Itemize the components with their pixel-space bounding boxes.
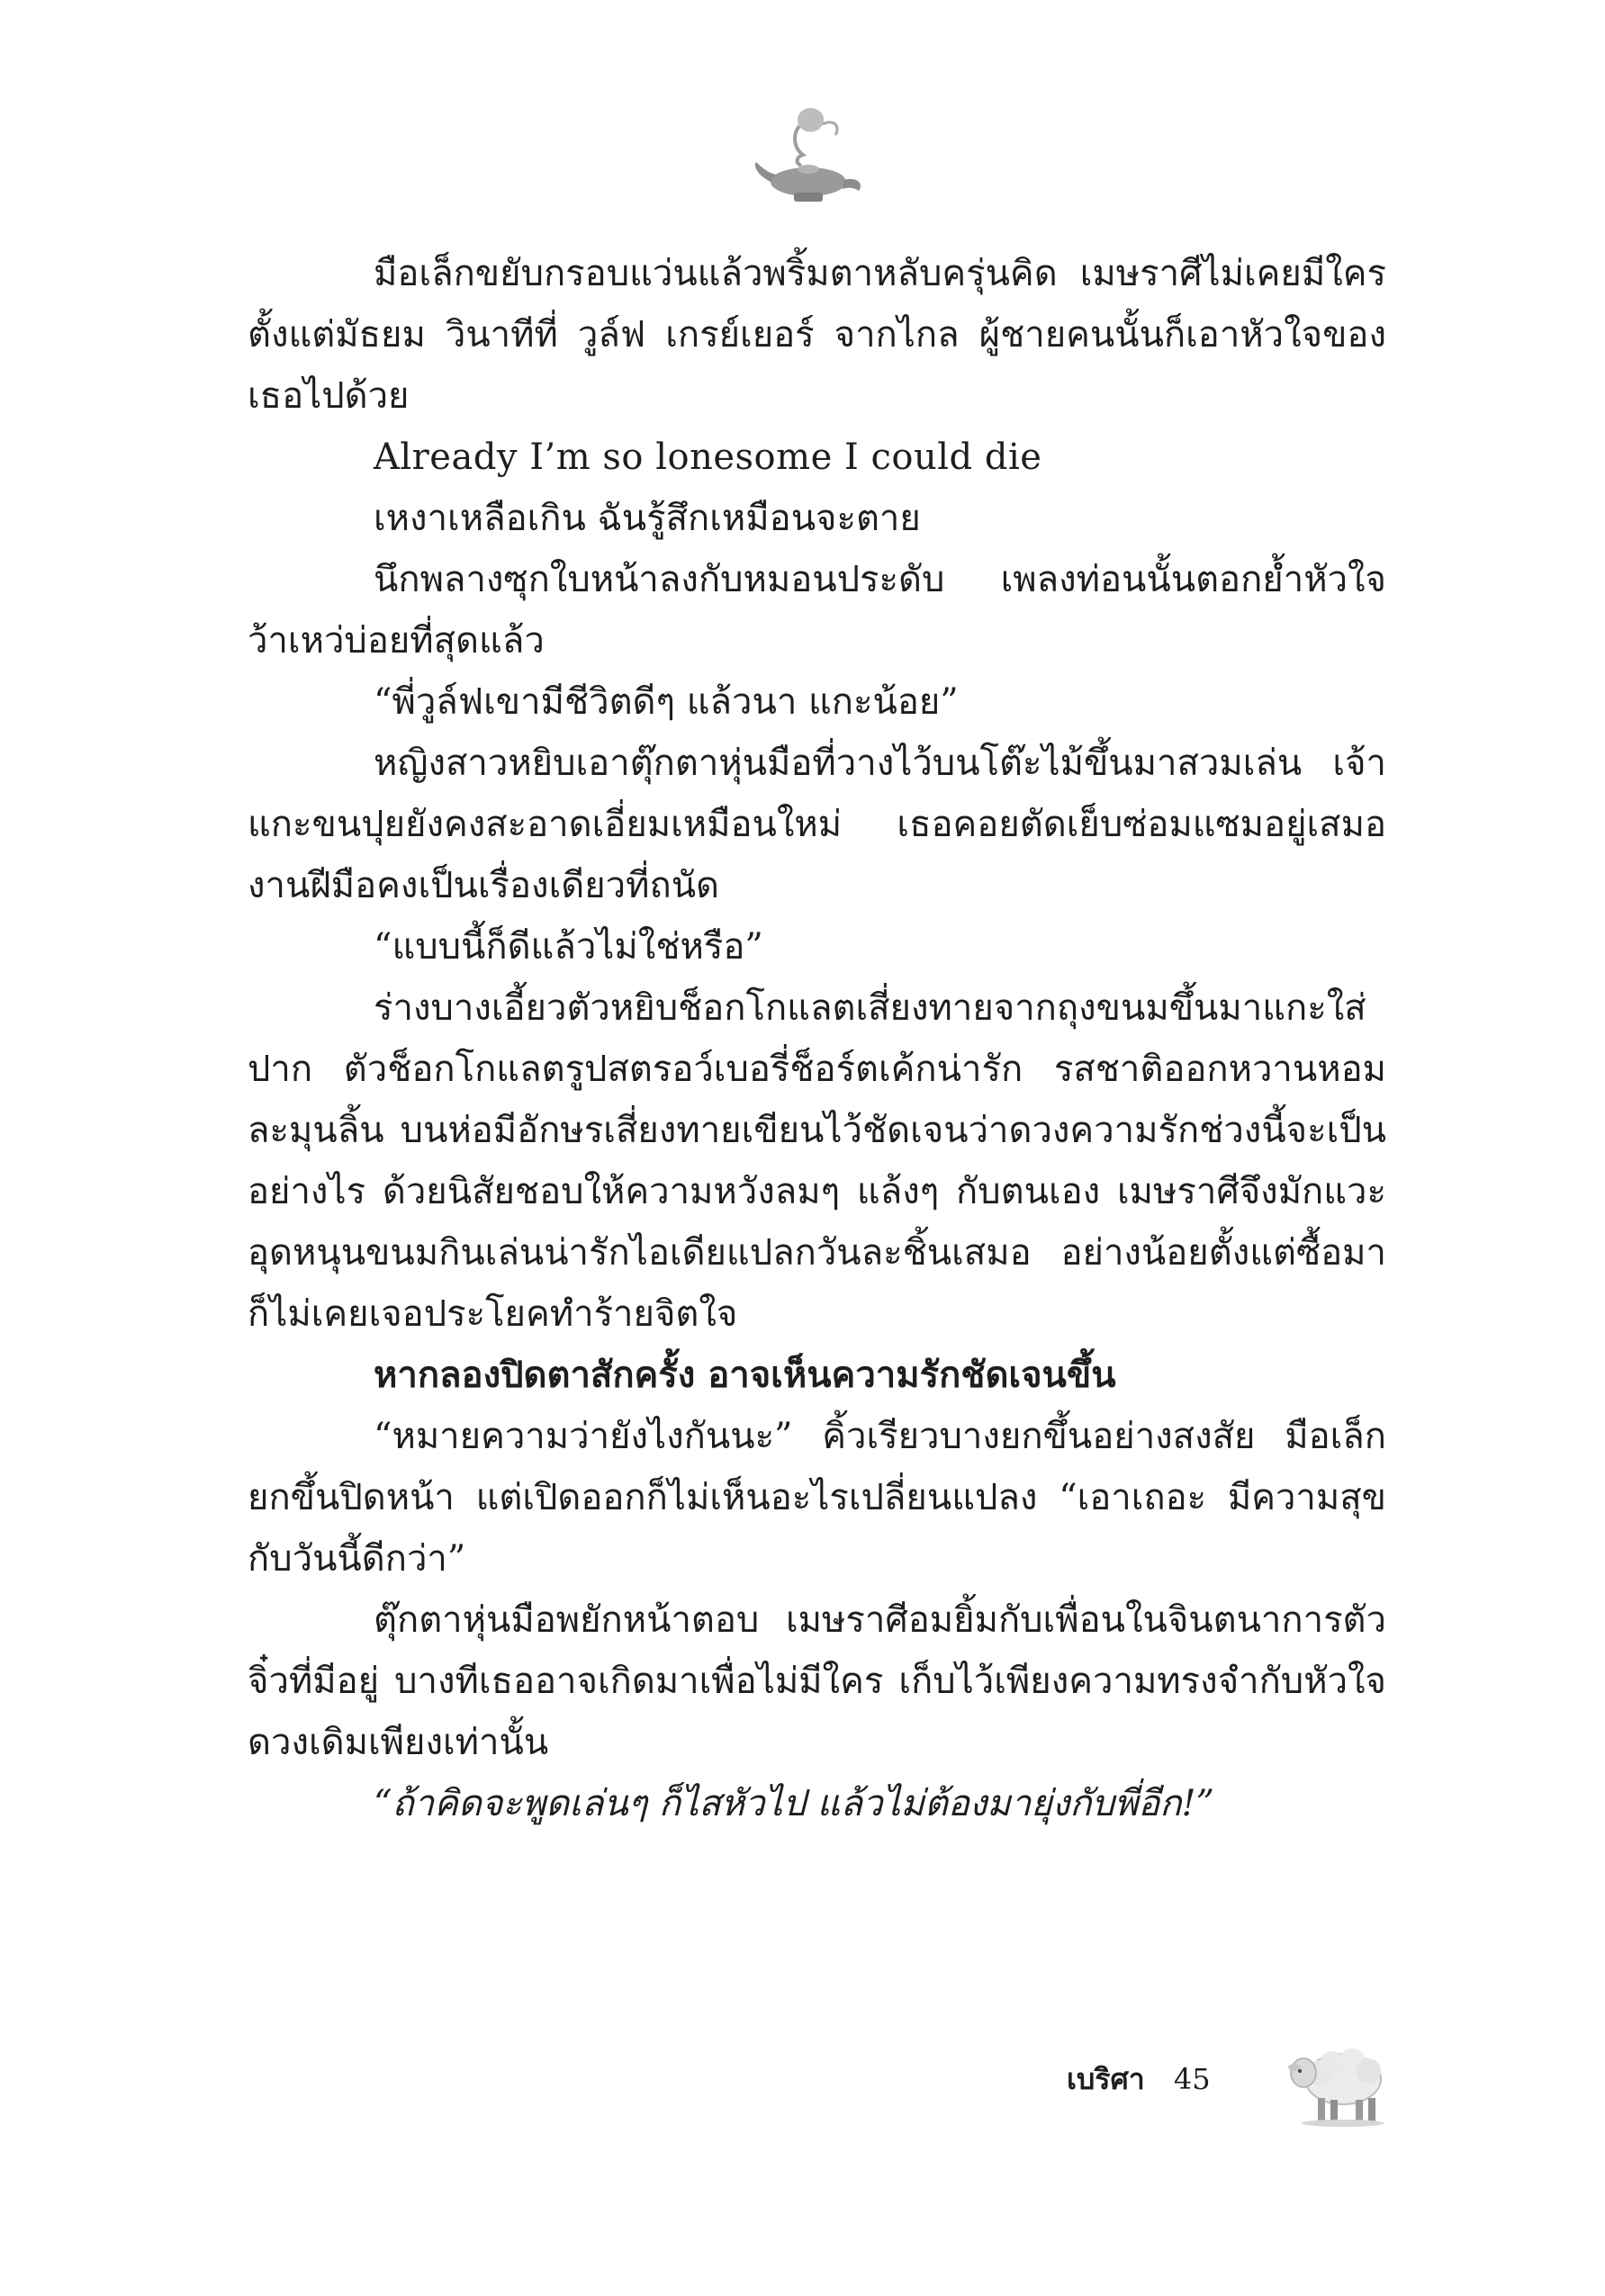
page-number: 45	[1173, 2062, 1211, 2096]
song-lyric-english: Already I’m so lonesome I could die	[374, 437, 1042, 478]
paragraph: “หมายความว่ายังไงกันนะ” คิ้วเรียวบางยกขึ้นอย่างสงสัย มือเล็กยกขึ้นปิดหน้า แต่เปิดออกก็ไม่เห็นอะไรเปลี่ยนแปลง “เอาเถอะ มีความสุขกับวันนี้ดีกว่า”	[248, 1416, 1386, 1580]
author-name: เบริศา	[1067, 2062, 1145, 2096]
paragraph: นึกพลางซุกใบหน้าลงกับหมอนประดับ เพลงท่อนนั้นตอกย้ำหัวใจว้าเหว่บ่อยที่สุดแล้ว	[248, 559, 1386, 662]
dialogue: “แบบนี้ก็ดีแล้วไม่ใช่หรือ”	[374, 926, 763, 968]
song-lyric-thai: เหงาเหลือเกิน ฉันรู้สึกเหมือนจะตาย	[374, 498, 921, 539]
paragraph: มือเล็กขยับกรอบแว่นแล้วพริ้มตาหลับครุ่นคิด เมษราศีไม่เคยมีใคร ตั้งแต่มัธยม วินาทีที่ วูล์ฟ เกรย์เยอร์ จากไกล ผู้ชายคนนั้นก็เอาหัวใจของเธอไปด้วย	[248, 253, 1386, 417]
fortune-message: หากลองปิดตาสักครั้ง อาจเห็นความรักชัดเจนขึ้น	[374, 1354, 1116, 1396]
sheep-icon	[1278, 2030, 1395, 2129]
paragraph: หญิงสาวหยิบเอาตุ๊กตาหุ่นมือที่วางไว้บนโต๊ะไม้ขึ้นมาสวมเล่น เจ้าแกะขนปุยยังคงสะอาดเอี่ยมเหมือนใหม่ เธอคอยตัดเย็บซ่อมแซมอยู่เสมอ งานฝีมือคงเป็นเรื่องเดียวที่ถนัด	[248, 743, 1386, 906]
paragraph: ร่างบางเอี้ยวตัวหยิบช็อกโกแลตเสี่ยงทายจากถุงขนมขึ้นมาแกะใส่ปาก ตัวช็อกโกแลตรูปสตรอว์เบอรี่ช็อร์ตเค้กน่ารัก รสชาติออกหวานหอมละมุนลิ้น บนห่อมีอักษรเสี่ยงทายเขียนไว้ชัดเจนว่าดวงความรักช่วงนี้จะเป็นอย่างไร ด้วยนิสัยชอบให้ความหวังลมๆ แล้งๆ กับตนเอง เมษราศีจึงมักแวะอุดหนุนขนมกินเล่นน่ารักไอเดียแปลกวันละชิ้นเสมอ อย่างน้อยตั้งแต่ซื้อมาก็ไม่เคยเจอประโยคทำร้ายจิตใจ	[248, 987, 1386, 1335]
paragraph: ตุ๊กตาหุ่นมือพยักหน้าตอบ เมษราศีอมยิ้มกับเพื่อนในจินตนาการตัวจิ๋วที่มีอยู่ บางทีเธออาจเกิดมาเพื่อไม่มีใคร เก็บไว้เพียงความทรงจำกับหัวใจดวงเดิมเพียงเท่านั้น	[248, 1599, 1386, 1763]
genie-lamp-icon	[747, 99, 873, 216]
italic-dialogue: “ถ้าคิดจะพูดเล่นๆ ก็ไสหัวไป แล้วไม่ต้องมายุ่งกับพี่อีก!”	[374, 1783, 1214, 1824]
dialogue: “พี่วูล์ฟเขามีชีวิตดีๆ แล้วนา แกะน้อย”	[374, 681, 959, 723]
body-text	[248, 243, 1386, 1834]
page-footer	[1067, 2057, 1211, 2102]
